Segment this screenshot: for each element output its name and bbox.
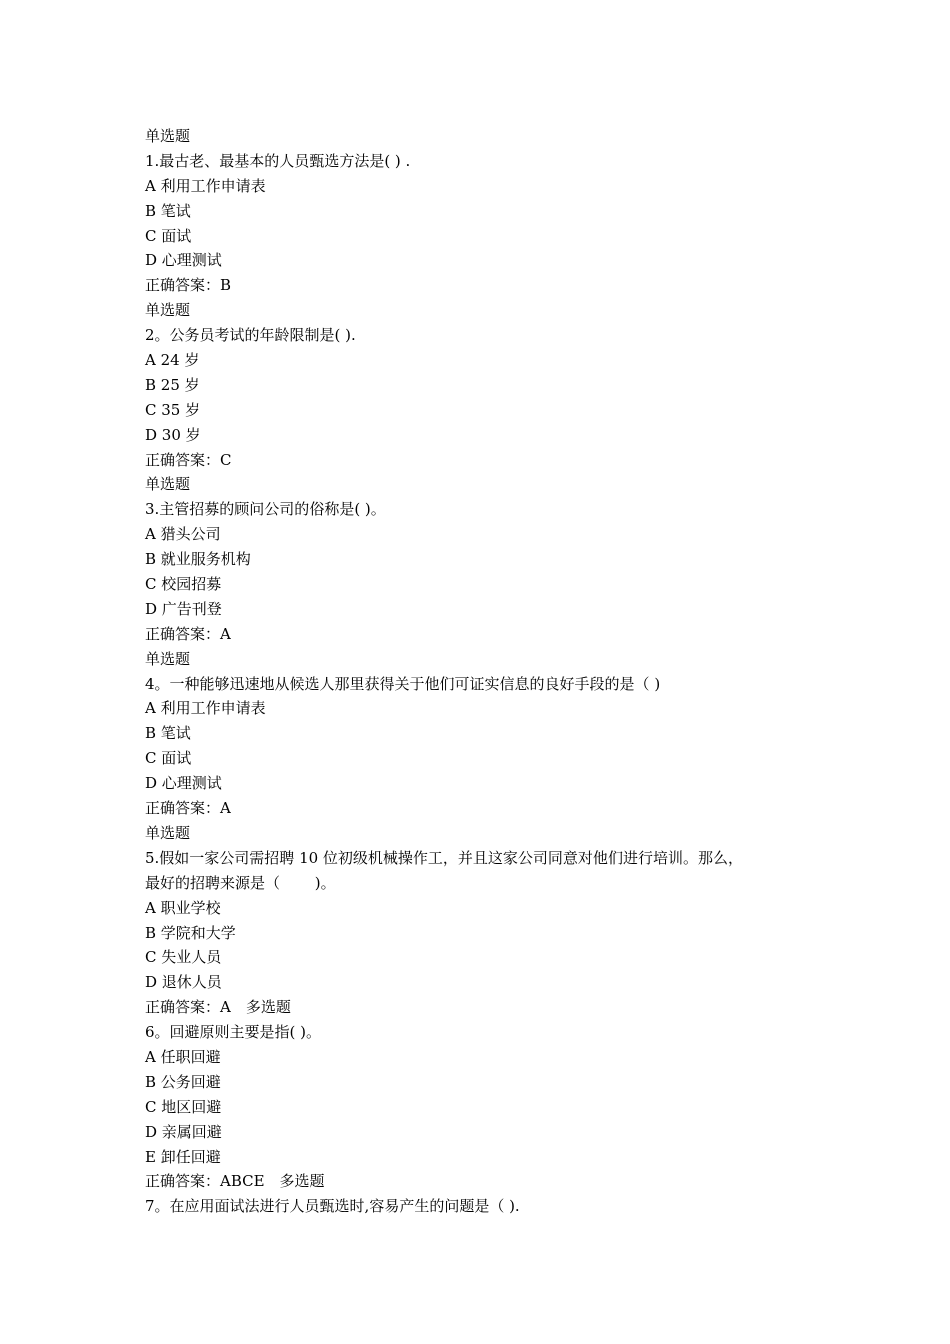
text-line: 单选题 xyxy=(145,127,191,145)
text-line: 3.主管招募的顾问公司的俗称是( )。 xyxy=(145,500,386,519)
text-line: 正确答案：ABCE 多选题 xyxy=(145,1172,325,1191)
text-line: D 心理测试 xyxy=(145,251,222,270)
text-line: 4。一种能够迅速地从候选人那里获得关于他们可证实信息的良好手段的是（ ) xyxy=(145,674,661,693)
text-line: 最好的招聘来源是（ )。 xyxy=(145,873,336,892)
text-line: 单选题 xyxy=(145,649,191,668)
text-line: A 职业学校 xyxy=(145,898,221,917)
document-body xyxy=(145,124,815,1219)
text-line: D 30 岁 xyxy=(145,425,201,444)
text-line: B 25 岁 xyxy=(145,375,200,394)
text-line: E 卸任回避 xyxy=(145,1147,221,1166)
text-line: C 35 岁 xyxy=(145,400,201,419)
text-line: 正确答案：C xyxy=(145,450,232,469)
text-line: 1.最古老、最基本的人员甄选方法是( ) . xyxy=(145,151,411,170)
text-line: B 笔试 xyxy=(145,201,191,220)
text-line: A 24 岁 xyxy=(145,351,200,370)
text-line: D 心理测试 xyxy=(145,774,222,793)
text-line: C 面试 xyxy=(145,226,192,245)
text-line: D 亲属回避 xyxy=(145,1122,222,1141)
text-line: 单选题 xyxy=(145,301,191,320)
text-line: B 公务回避 xyxy=(145,1072,221,1091)
text-line: B 笔试 xyxy=(145,724,191,743)
text-line: 正确答案：A xyxy=(145,624,231,643)
text-line: A 利用工作申请表 xyxy=(145,176,266,195)
text-line: A 猎头公司 xyxy=(145,525,221,544)
text-line: C 校园招募 xyxy=(145,575,222,594)
text-line: 2。公务员考试的年龄限制是( ). xyxy=(145,326,356,345)
text-line: 单选题 xyxy=(145,823,191,842)
text-line: 正确答案：A 多选题 xyxy=(145,998,291,1017)
text-line: 正确答案：A xyxy=(145,799,231,818)
text-line: C 面试 xyxy=(145,749,192,768)
text-line: A 利用工作申请表 xyxy=(145,699,266,718)
text-line: C 失业人员 xyxy=(145,948,222,967)
text-line: 单选题 xyxy=(145,475,191,494)
text-line: 7。在应用面试法进行人员甄选时,容易产生的问题是（ ). xyxy=(145,1197,520,1216)
text-line: B 学院和大学 xyxy=(145,923,236,942)
text-line: D 广告刊登 xyxy=(145,599,222,618)
text-line: 6。回避原则主要是指( )。 xyxy=(145,1023,322,1042)
text-line: C 地区回避 xyxy=(145,1097,222,1116)
text-line: 5.假如一家公司需招聘 10 位初级机械操作工，并且这家公司同意对他们进行培训。那么， xyxy=(145,848,743,867)
text-line: 正确答案：B xyxy=(145,276,232,295)
text-line: A 任职回避 xyxy=(145,1047,221,1066)
text-line: B 就业服务机构 xyxy=(145,550,251,569)
text-line: D 退休人员 xyxy=(145,973,222,992)
